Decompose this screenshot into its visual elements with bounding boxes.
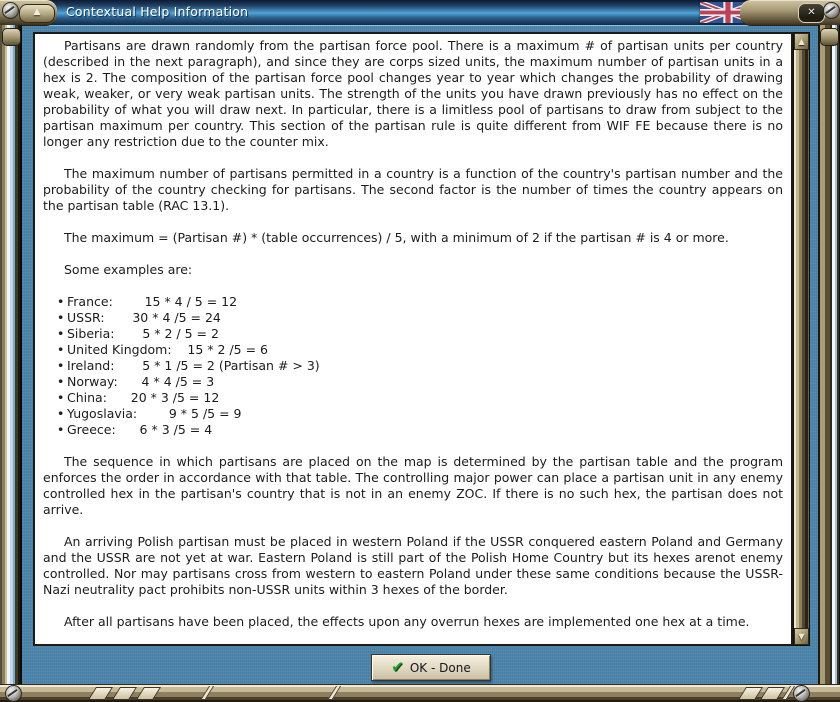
bullet-icon: • [57, 310, 65, 325]
paragraph: Some examples are: [64, 262, 193, 277]
paragraph: Partisans are drawn randomly from the partisan force pool. There is a maximum # of partisan units per country (described in the next paragraph), and since they are corps sized units, the maximum number of partisan units in a hex is 2. The composition of the partisan force pool changes year to year which changes the probability of drawing weak, weaker, or very weak partisan units. The strength of the units you have drawn previously has no effect on the probability of what you will draw next. In particular, there is a limitless pool of partisans to draw from subject to the partisan maximum per country. This section of the partisan rule is quite different from WIF FE because there is no longer any restriction due to the counter mix. [43, 38, 783, 149]
titlebar-right-cap [740, 0, 840, 26]
title-bar [0, 0, 840, 26]
scroll-up-button[interactable] [794, 33, 809, 50]
list-item: • United Kingdom: 15 * 2 /5 = 6 [57, 342, 269, 357]
bullet-icon: • [57, 390, 65, 405]
bullet-icon: • [57, 326, 65, 341]
titlebar-left-cap [0, 0, 57, 26]
list-item: • Siberia: 5 * 2 / 5 = 2 [57, 326, 219, 341]
scroll-down-button[interactable] [794, 628, 809, 645]
pillar-tab [2, 28, 21, 46]
rail-slash-decoration [88, 687, 113, 700]
close-button[interactable] [798, 3, 825, 23]
list-item: • USSR: 30 * 4 /5 = 24 [57, 310, 221, 325]
scrollbar-thumb[interactable] [794, 50, 809, 628]
rail-slash-decoration [738, 687, 763, 700]
vertical-scrollbar[interactable] [793, 32, 810, 646]
check-icon: ✔ [391, 658, 404, 676]
screw-icon [793, 685, 810, 702]
bullet-icon: • [57, 358, 65, 373]
chevron-up-icon: ▲ [798, 37, 805, 46]
paragraph: The maximum = (Partisan #) * (table occurrences) / 5, with a minimum of 2 if the partisan # is 4 or more. [64, 230, 729, 245]
right-border-pillar [818, 25, 840, 685]
bullet-icon: • [57, 294, 65, 309]
pillar-tab [820, 28, 839, 46]
window-title: Contextual Help Information [66, 4, 249, 19]
paragraph: After all partisans have been placed, the effects upon any overrun hexes are implemented one hex at a time. [64, 614, 750, 629]
bullet-icon: • [57, 406, 65, 421]
list-item: • France: 15 * 4 / 5 = 12 [57, 294, 238, 309]
rail-slash-decoration [136, 687, 161, 700]
list-item: • Norway: 4 * 4 /5 = 3 [57, 374, 215, 389]
rail-joint-decoration [201, 686, 214, 699]
ok-button-label: OK - Done [409, 660, 471, 675]
screw-icon [2, 2, 19, 19]
ok-done-button[interactable] [371, 654, 491, 681]
left-border-pillar [0, 25, 22, 685]
bottom-border-rail [0, 684, 840, 702]
screw-icon [823, 2, 840, 19]
close-icon: ✕ [807, 7, 816, 18]
list-item: • Yugoslavia: 9 * 5 /5 = 9 [57, 406, 242, 421]
screw-icon [5, 685, 22, 702]
chevron-down-icon: ▼ [798, 632, 805, 641]
rail-slash-decoration [112, 687, 137, 700]
rail-joint-decoration [328, 686, 341, 699]
list-item: • Greece: 6 * 3 /5 = 4 [57, 422, 213, 437]
bullet-icon: • [57, 374, 65, 389]
paragraph: The maximum number of partisans permitted in a country is a function of the country's partisan number and the probability of the country checking for partisans. The second factor is the number of times the country appears on the partisan table (RAC 13.1). [43, 166, 783, 213]
help-text-panel [33, 32, 793, 646]
examples-list [43, 294, 783, 438]
list-item: • Ireland: 5 * 1 /5 = 2 (Partisan # > 3) [57, 358, 320, 373]
panel-toggle-button[interactable] [19, 4, 55, 23]
bullet-icon: • [57, 422, 65, 437]
bullet-icon: • [57, 342, 65, 357]
paragraph: The sequence in which partisans are placed on the map is determined by the partisan table and the program enforces the order in accordance with that table. The controlling major power can place a partisan unit in any enemy controlled hex in the partisan's country that is not in an enemy ZOC. If there is no such hex, the partisan does not arrive. [43, 454, 783, 517]
list-item: • China: 20 * 3 /5 = 12 [57, 390, 220, 405]
triangle-up-icon: ▲ [33, 7, 41, 17]
paragraph: An arriving Polish partisan must be placed in western Poland if the USSR conquered eastern Poland and Germany and the USSR are not yet at war. Eastern Poland is still part of the Polish Home Country but its hexes arenot enemy controlled. Nor may partisans cross from western to eastern Poland under these same conditions because the USSR-Nazi neutrality pact prohibits non-USSR units within 3 hexes of the border. [43, 534, 783, 597]
